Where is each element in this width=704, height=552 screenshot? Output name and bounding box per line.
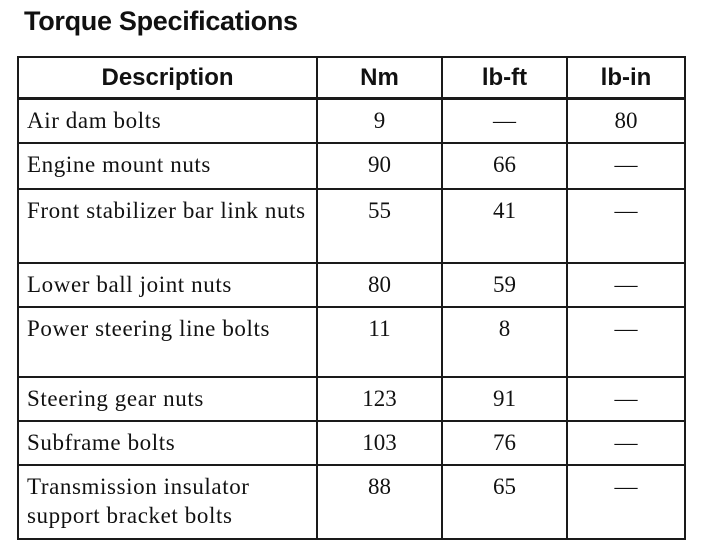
cell-description: Power steering line bolts [18, 307, 317, 377]
table-row [18, 307, 685, 377]
page-title: Torque Specifications [24, 6, 298, 36]
cell-lb-in: — [567, 421, 685, 465]
cell-nm: 80 [317, 263, 442, 307]
table-header-row [18, 57, 685, 99]
cell-nm: 103 [317, 421, 442, 465]
cell-lb-ft: 91 [442, 377, 567, 421]
cell-nm: 90 [317, 143, 442, 189]
header-lb-ft: lb-ft [442, 57, 567, 99]
table-row [18, 99, 685, 143]
cell-nm: 11 [317, 307, 442, 377]
cell-description: Lower ball joint nuts [18, 263, 317, 307]
header-nm: Nm [317, 57, 442, 99]
cell-lb-in: — [567, 465, 685, 539]
cell-description: Subframe bolts [18, 421, 317, 465]
cell-lb-in: — [567, 143, 685, 189]
cell-lb-in: — [567, 263, 685, 307]
header-lb-in: lb-in [567, 57, 685, 99]
cell-lb-in: — [567, 377, 685, 421]
cell-lb-in: 80 [567, 99, 685, 143]
header-description: Description [18, 57, 317, 99]
table-row [18, 465, 685, 539]
cell-nm: 88 [317, 465, 442, 539]
cell-description: Transmission insulator support bracket bolts [18, 465, 317, 539]
cell-lb-ft: 66 [442, 143, 567, 189]
cell-lb-ft: — [442, 99, 567, 143]
cell-lb-ft: 65 [442, 465, 567, 539]
cell-nm: 55 [317, 189, 442, 263]
table-row [18, 421, 685, 465]
cell-description: Air dam bolts [18, 99, 317, 143]
cell-description: Front stabilizer bar link nuts [18, 189, 317, 263]
table-row [18, 263, 685, 307]
cell-lb-ft: 76 [442, 421, 567, 465]
cell-description: Steering gear nuts [18, 377, 317, 421]
torque-spec-table [17, 56, 686, 540]
cell-lb-ft: 8 [442, 307, 567, 377]
cell-lb-in: — [567, 189, 685, 263]
table-row [18, 143, 685, 189]
cell-nm: 9 [317, 99, 442, 143]
table-row [18, 189, 685, 263]
cell-description: Engine mount nuts [18, 143, 317, 189]
cell-lb-in: — [567, 307, 685, 377]
cell-lb-ft: 59 [442, 263, 567, 307]
cell-nm: 123 [317, 377, 442, 421]
cell-lb-ft: 41 [442, 189, 567, 263]
table-row [18, 377, 685, 421]
